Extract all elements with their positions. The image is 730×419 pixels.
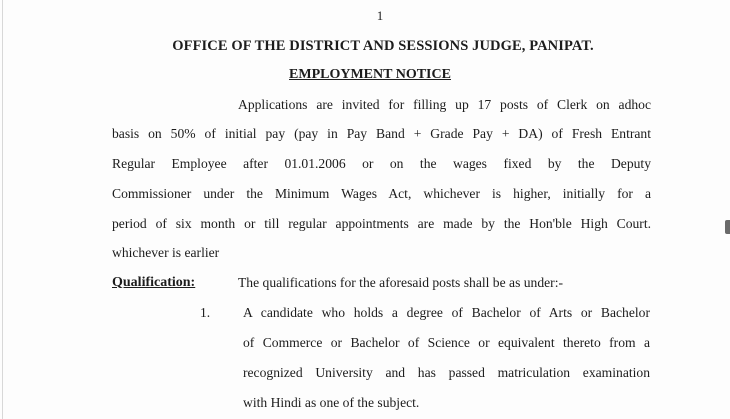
qualification-intro: The qualifications for the aforesaid posts shall be as under:-: [238, 275, 564, 290]
notice-title: [0, 67, 730, 83]
list-item-line: recognized University and has passed matriculation examination: [243, 365, 650, 380]
qualification-label: Qualification:: [112, 275, 196, 290]
list-item-line: of Commerce or Bachelor of Science or equivalent thereto from a: [243, 335, 650, 350]
body-line: Commissioner under the Minimum Wages Act, whichever is higher, initially for a: [112, 186, 651, 201]
body-line: period of six month or till regular appointments are made by the Hon'ble High Court.: [112, 216, 651, 231]
office-title: OFFICE OF THE DISTRICT AND SESSIONS JUDGE, PANIPAT.: [172, 38, 594, 54]
body-line: Applications are invited for filling up 17 posts of Clerk on adhoc: [238, 97, 651, 112]
list-item-line: with Hindi as one of the subject.: [243, 395, 420, 410]
page-number: 1: [376, 8, 384, 23]
notice-title-text: EMPLOYMENT NOTICE: [289, 67, 451, 82]
scan-edge-mark: [725, 220, 730, 234]
list-item-line: A candidate who holds a degree of Bachelor of Arts or Bachelor: [243, 305, 650, 320]
body-line: Regular Employee after 01.01.2006 or on the wages fixed by the Deputy: [112, 156, 651, 171]
list-item-number: 1.: [200, 305, 211, 320]
body-line: whichever is earlier: [112, 245, 220, 260]
body-line: basis on 50% of initial pay (pay in Pay Band + Grade Pay + DA) of Fresh Entrant: [112, 126, 651, 141]
page-edge-line: [2, 0, 3, 419]
